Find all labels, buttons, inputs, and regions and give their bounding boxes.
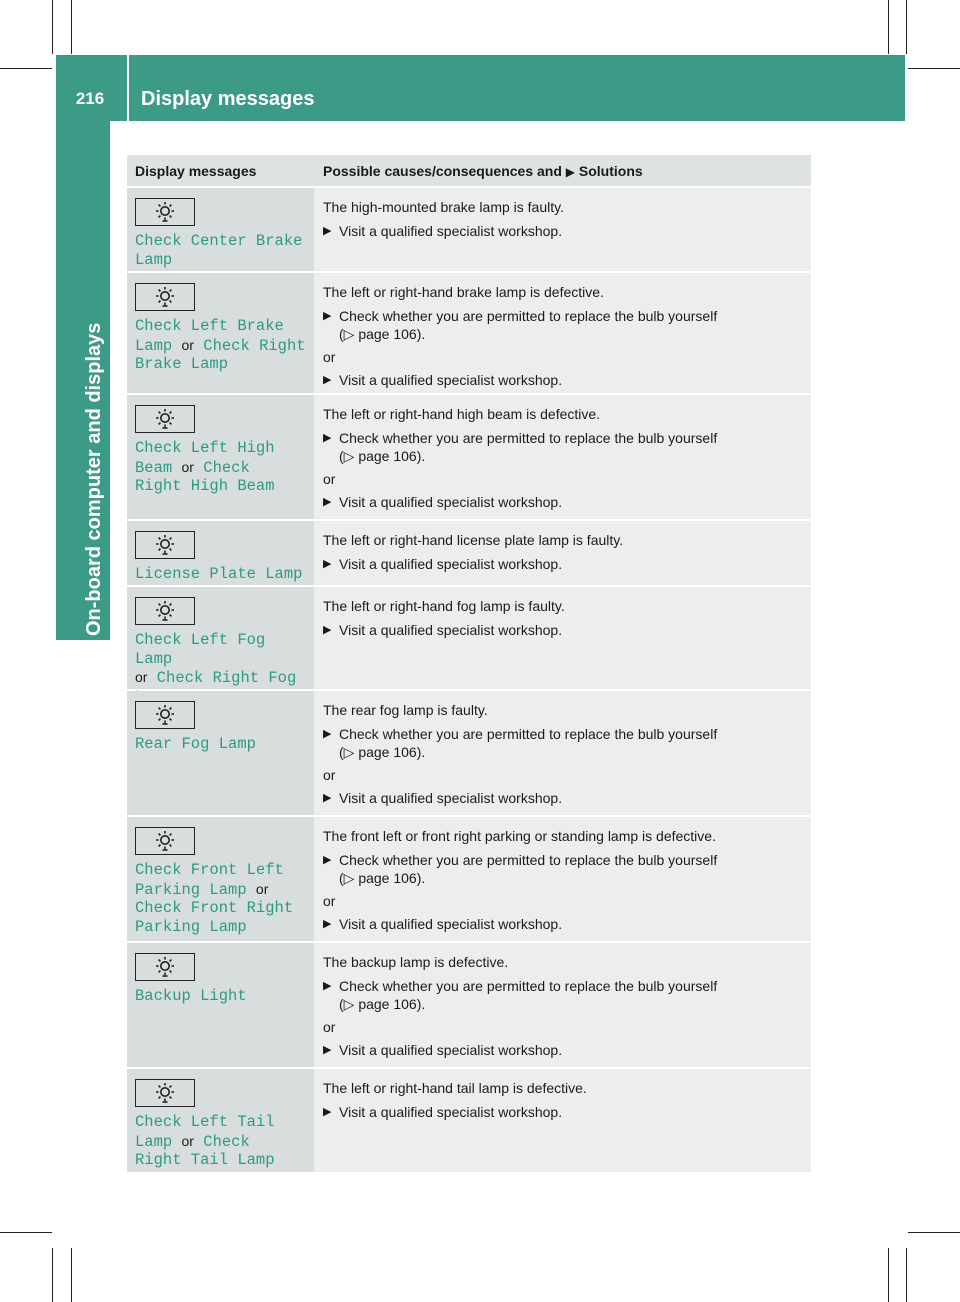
display-message-text: Check Left Brake Lamp or Check Right Brake Lamp: [135, 317, 306, 373]
bulb-warning-icon: [135, 198, 195, 226]
solution-step-text: Visit a qualified specialist workshop.: [339, 622, 563, 638]
cause-text: The left or right-hand tail lamp is defective.: [323, 1080, 587, 1096]
display-message-text: Backup Light: [135, 987, 247, 1005]
crop-mark: [71, 0, 72, 54]
column-header-causes-suffix: Solutions: [578, 163, 643, 179]
cause-text: The rear fog lamp is faulty.: [323, 702, 488, 718]
display-message-cell: [127, 817, 314, 941]
solution-step-text: Visit a qualified specialist workshop.: [339, 494, 563, 510]
bulb-warning-icon: [135, 405, 195, 433]
arrow-right-icon: ▶: [323, 1106, 332, 1118]
arrow-right-icon: ▶: [323, 310, 332, 322]
solution-step-text: Visit a qualified specialist workshop.: [339, 1104, 563, 1120]
solution-step-text: Check whether you are permitted to replace the bulb yourself (▷ page 106).: [339, 430, 718, 464]
arrow-right-icon: ▶: [323, 854, 332, 866]
table-row: [127, 271, 811, 393]
solution-cell: [314, 273, 811, 393]
display-message-text: Check Left Fog Lamp or Check Right Fog: [135, 631, 297, 687]
cause-text: The left or right-hand brake lamp is defective.: [323, 284, 604, 300]
crop-mark: [0, 68, 52, 69]
crop-mark: [71, 1248, 72, 1302]
crop-mark: [888, 1248, 889, 1302]
display-message-cell: [127, 395, 314, 519]
solution-step: [323, 621, 803, 639]
table-row: [127, 815, 811, 941]
bulb-warning-icon: [135, 827, 195, 855]
solution-step-text: Visit a qualified specialist workshop.: [339, 556, 563, 572]
page-number: 216: [75, 89, 105, 108]
table-row: [127, 585, 811, 689]
table-body: [127, 186, 811, 1172]
solution-step: [323, 493, 803, 511]
solution-cell: [314, 691, 811, 815]
crop-mark: [906, 0, 907, 54]
arrow-right-icon: ▶: [323, 980, 332, 992]
cause-text: The left or right-hand fog lamp is faulty.: [323, 598, 565, 614]
or-separator: or: [323, 893, 336, 909]
cause-text: The left or right-hand high beam is defective.: [323, 406, 601, 422]
cause-text: The front left or front right parking or standing lamp is defective.: [323, 828, 716, 844]
bulb-warning-icon: [135, 597, 195, 625]
crop-mark: [908, 68, 960, 69]
table-row: [127, 941, 811, 1067]
bulb-warning-icon: [135, 283, 195, 311]
table-header: [127, 155, 811, 186]
arrow-right-icon: ▶: [323, 558, 332, 570]
solution-step: [323, 222, 803, 240]
solution-step: [323, 725, 803, 761]
bulb-warning-icon: [135, 953, 195, 981]
solution-step: [323, 307, 803, 343]
cause-text: The left or right-hand license plate lamp is faulty.: [323, 532, 624, 548]
arrow-right-icon: ▶: [565, 165, 576, 179]
solution-cell: [314, 1069, 811, 1172]
solution-step-text: Check whether you are permitted to replace the bulb yourself (▷ page 106).: [339, 726, 718, 760]
column-header-causes-prefix: Possible causes/consequences and: [323, 163, 562, 179]
display-message-text: Check Left High Beam or Check Right High Beam: [135, 439, 275, 495]
page-header: [56, 55, 905, 121]
solution-step-text: Check whether you are permitted to replace the bulb yourself (▷ page 106).: [339, 852, 718, 886]
crop-mark: [0, 1232, 52, 1233]
arrow-right-icon: ▶: [323, 225, 332, 237]
display-message-cell: [127, 521, 314, 585]
display-message-cell: [127, 273, 314, 393]
solution-step-text: Check whether you are permitted to replace the bulb yourself (▷ page 106).: [339, 308, 718, 342]
solution-cell: [314, 395, 811, 519]
arrow-right-icon: ▶: [323, 918, 332, 930]
or-separator: or: [323, 1019, 336, 1035]
display-message-cell: [127, 1069, 314, 1172]
arrow-right-icon: ▶: [323, 728, 332, 740]
table-row: [127, 519, 811, 585]
section-tab-label: On-board computer and displays: [83, 322, 105, 636]
arrow-right-icon: ▶: [323, 432, 332, 444]
table-row: [127, 393, 811, 519]
section-tab: [56, 121, 110, 640]
display-message-cell: [127, 188, 314, 271]
solution-cell: [314, 521, 811, 585]
display-message-text: Check Front Left Parking Lamp or Check Front Right Parking Lamp: [135, 861, 294, 936]
crop-mark: [52, 0, 53, 54]
solution-step: [323, 429, 803, 465]
crop-mark: [906, 1248, 907, 1302]
column-header-messages: Display messages: [135, 163, 257, 179]
table-row: [127, 1067, 811, 1172]
solution-step-text: Visit a qualified specialist workshop.: [339, 223, 563, 239]
solution-step-text: Visit a qualified specialist workshop.: [339, 916, 563, 932]
display-message-text: Check Center Brake Lamp: [135, 232, 303, 269]
or-separator: or: [323, 349, 336, 365]
solution-step: [323, 851, 803, 887]
or-separator: or: [323, 767, 336, 783]
display-message-text: Rear Fog Lamp: [135, 735, 256, 753]
solution-cell: [314, 188, 811, 271]
solution-step: [323, 789, 803, 807]
table-row: [127, 186, 811, 271]
display-message-cell: [127, 943, 314, 1067]
solution-step-text: Visit a qualified specialist workshop.: [339, 790, 563, 806]
table-row: [127, 689, 811, 815]
display-messages-table: [127, 155, 811, 1172]
display-message-cell: [127, 691, 314, 815]
solution-step: [323, 1103, 803, 1121]
or-separator: or: [323, 471, 336, 487]
solution-cell: [314, 817, 811, 941]
arrow-right-icon: ▶: [323, 792, 332, 804]
arrow-right-icon: ▶: [323, 624, 332, 636]
column-header-causes: [314, 155, 811, 186]
bulb-warning-icon: [135, 1079, 195, 1107]
solution-step-text: Check whether you are permitted to replace the bulb yourself (▷ page 106).: [339, 978, 718, 1012]
cause-text: The high-mounted brake lamp is faulty.: [323, 199, 564, 215]
page-title: Display messages: [141, 88, 315, 110]
solution-step-text: Visit a qualified specialist workshop.: [339, 1042, 563, 1058]
solution-step: [323, 555, 803, 573]
crop-mark: [908, 1232, 960, 1233]
solution-step: [323, 977, 803, 1013]
bulb-warning-icon: [135, 531, 195, 559]
crop-mark: [52, 1248, 53, 1302]
solution-step: [323, 1041, 803, 1059]
display-message-text: Check Left Tail Lamp or Check Right Tail Lamp: [135, 1113, 275, 1169]
arrow-right-icon: ▶: [323, 496, 332, 508]
solution-step-text: Visit a qualified specialist workshop.: [339, 372, 563, 388]
solution-step: [323, 915, 803, 933]
display-message-cell: [127, 587, 314, 689]
display-message-text: License Plate Lamp: [135, 565, 303, 583]
header-divider: [127, 55, 129, 121]
arrow-right-icon: ▶: [323, 374, 332, 386]
arrow-right-icon: ▶: [323, 1044, 332, 1056]
cause-text: The backup lamp is defective.: [323, 954, 509, 970]
solution-cell: [314, 943, 811, 1067]
bulb-warning-icon: [135, 701, 195, 729]
solution-step: [323, 371, 803, 389]
solution-cell: [314, 587, 811, 689]
crop-mark: [888, 0, 889, 54]
